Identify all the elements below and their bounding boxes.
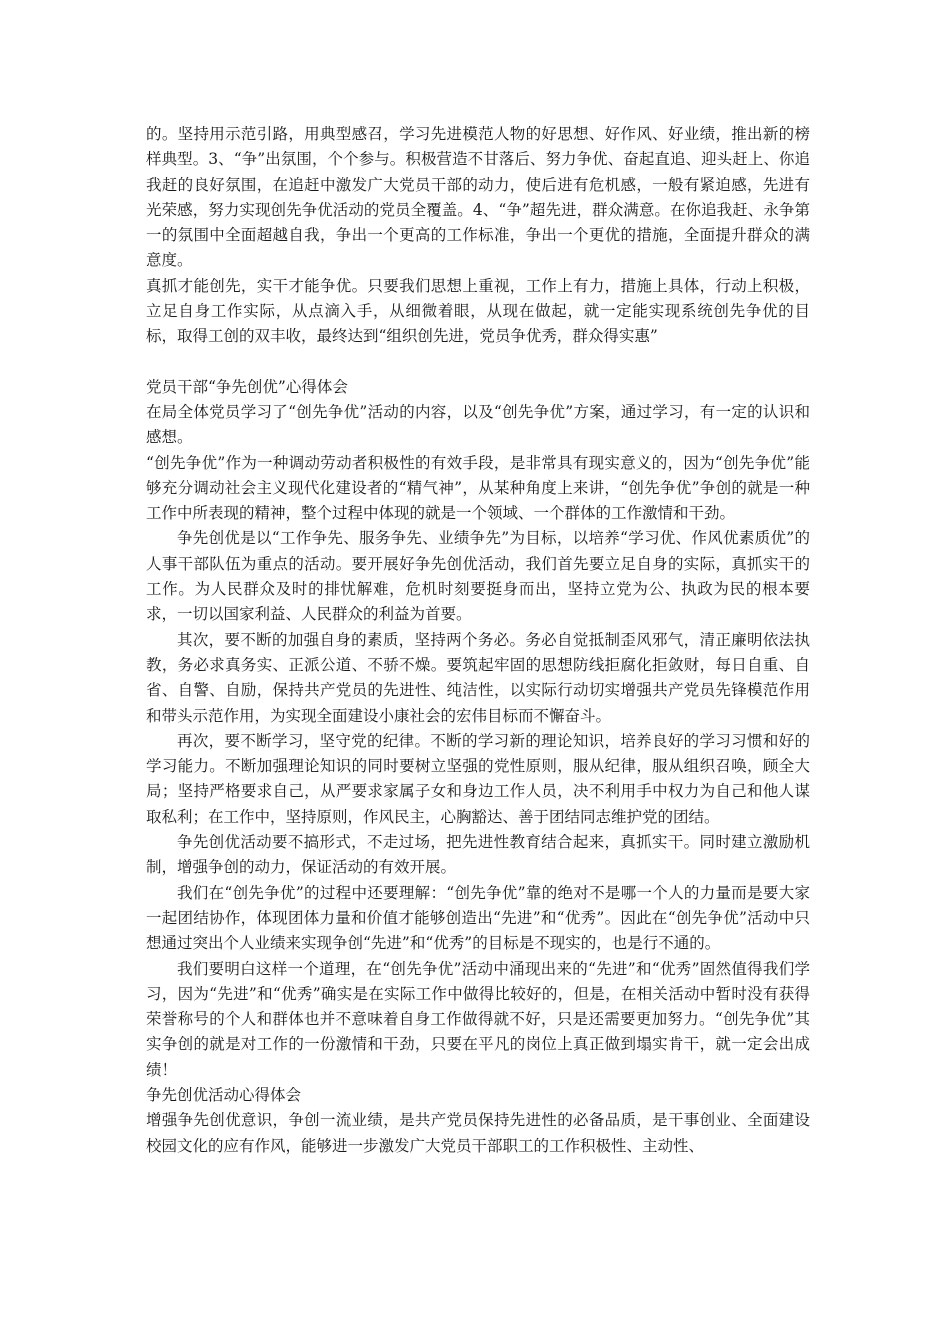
document-body: [146, 122, 810, 1159]
body-paragraph: 我们在“创先争优”的过程中还要理解：“创先争优”靠的绝对不是哪一个人的力量而是要大家一起团结协作，体现团体力量和价值才能够创造出“先进”和“优秀”。因此在“创先争优”活动中只想通过突出个人业绩来实现争创“先进”和“优秀”的目标是不现实的，也是行不通的。: [146, 883, 810, 953]
body-paragraph: 增强争先创优意识，争创一流业绩，是共产党员保持先进性的必备品质，是干事创业、全面建设校园文化的应有作风，能够进一步激发广大党员干部职工的工作积极性、主动性、: [146, 1111, 810, 1155]
section-heading: 争先创优活动心得体会: [146, 1085, 302, 1104]
body-paragraph: 我们要明白这样一个道理，在“创先争优”活动中涌现出来的“先进”和“优秀”固然值得我们学习，因为“先进”和“优秀”确实是在实际工作中做得比较好的，但是，在相关活动中暂时没有获得荣誉称号的个人和群体也并不意味着自身工作做得就不好，只是还需要更加努力。“创先争优”其实争创的就是对工作的一份激情和干劲，只要在平凡的岗位上真正做到塌实肯干，就一定会出成绩！: [146, 959, 810, 1079]
body-paragraph: 其次，要不断的加强自身的素质，坚持两个务必。务必自觉抵制歪风邪气，清正廉明依法执教，务必求真务实、正派公道、不骄不燥。要筑起牢固的思想防线拒腐化拒敛财，每日自重、自省、自警、自励，保持共产党员的先进性、纯洁性，以实际行动切实增强共产党员先锋模范作用和带头示范作用，为实现全面建设小康社会的宏伟目标而不懈奋斗。: [146, 630, 810, 725]
body-paragraph: “创先争优”作为一种调动劳动者积极性的有效手段，是非常具有现实意义的，因为“创先争优”能够充分调动社会主义现代化建设者的“精气神”，从某种角度上来讲，“创先争优”争创的就是一种工作中所表现的精神，整个过程中体现的就是一个领域、一个群体的工作激情和干劲。: [146, 453, 810, 523]
body-paragraph: 的。坚持用示范引路，用典型感召，学习先进模范人物的好思想、好作风、好业绩，推出新的榜样典型。3、“争”出氛围，个个参与。积极营造不甘落后、努力争优、奋起直追、迎头赶上、你追我赶的良好氛围，在追赶中激发广大党员干部的动力，使后进有危机感，一般有紧迫感，先进有光荣感，努力实现创先争优活动的党员全覆盖。4、“争”超先进，群众满意。在你追我赶、永争第一的氛围中全面超越自我，争出一个更高的工作标准，争出一个更优的措施，全面提升群众的满意度。: [146, 125, 810, 270]
body-paragraph: 再次，要不断学习，坚守党的纪律。不断的学习新的理论知识，培养良好的学习习惯和好的学习能力。不断加强理论知识的同时要树立坚强的党性原则，服从纪律，服从组织召唤，顾全大局；坚持严格要求自己，从严要求家属子女和身边工作人员，决不利用手中权力为自己和他人谋取私利；在工作中，坚持原则，作风民主，心胸豁达、善于团结同志维护党的团结。: [146, 731, 810, 826]
body-paragraph: 在局全体党员学习了“创先争优”活动的内容，以及“创先争优”方案，通过学习，有一定的认识和感想。: [146, 402, 810, 447]
body-paragraph: 真抓才能创先，实干才能争优。只要我们思想上重视，工作上有力，措施上具体，行动上积极，立足自身工作实际，从点滴入手，从细微着眼，从现在做起，就一定能实现系统创先争优的目标，取得工创的双丰收，最终达到“组织创先进，党员争优秀，群众得实惠”: [146, 276, 810, 346]
section-heading: 党员干部“争先创优”心得体会: [146, 377, 348, 396]
body-paragraph: 争先创优是以“工作争先、服务争先、业绩争先”为目标，以培养“学习优、作风优素质优”的人事干部队伍为重点的活动。要开展好争先创优活动，我们首先要立足自身的实际，真抓实干的工作。为人民群众及时的排忧解难，危机时刻要挺身而出，坚持立党为公、执政为民的根本要求，一切以国家利益、人民群众的利益为首要。: [146, 529, 810, 624]
paragraph-gap: [146, 350, 810, 375]
body-paragraph: 争先创优活动要不搞形式，不走过场，把先进性教育结合起来，真抓实干。同时建立激励机制，增强争创的动力，保证活动的有效开展。: [146, 833, 810, 877]
